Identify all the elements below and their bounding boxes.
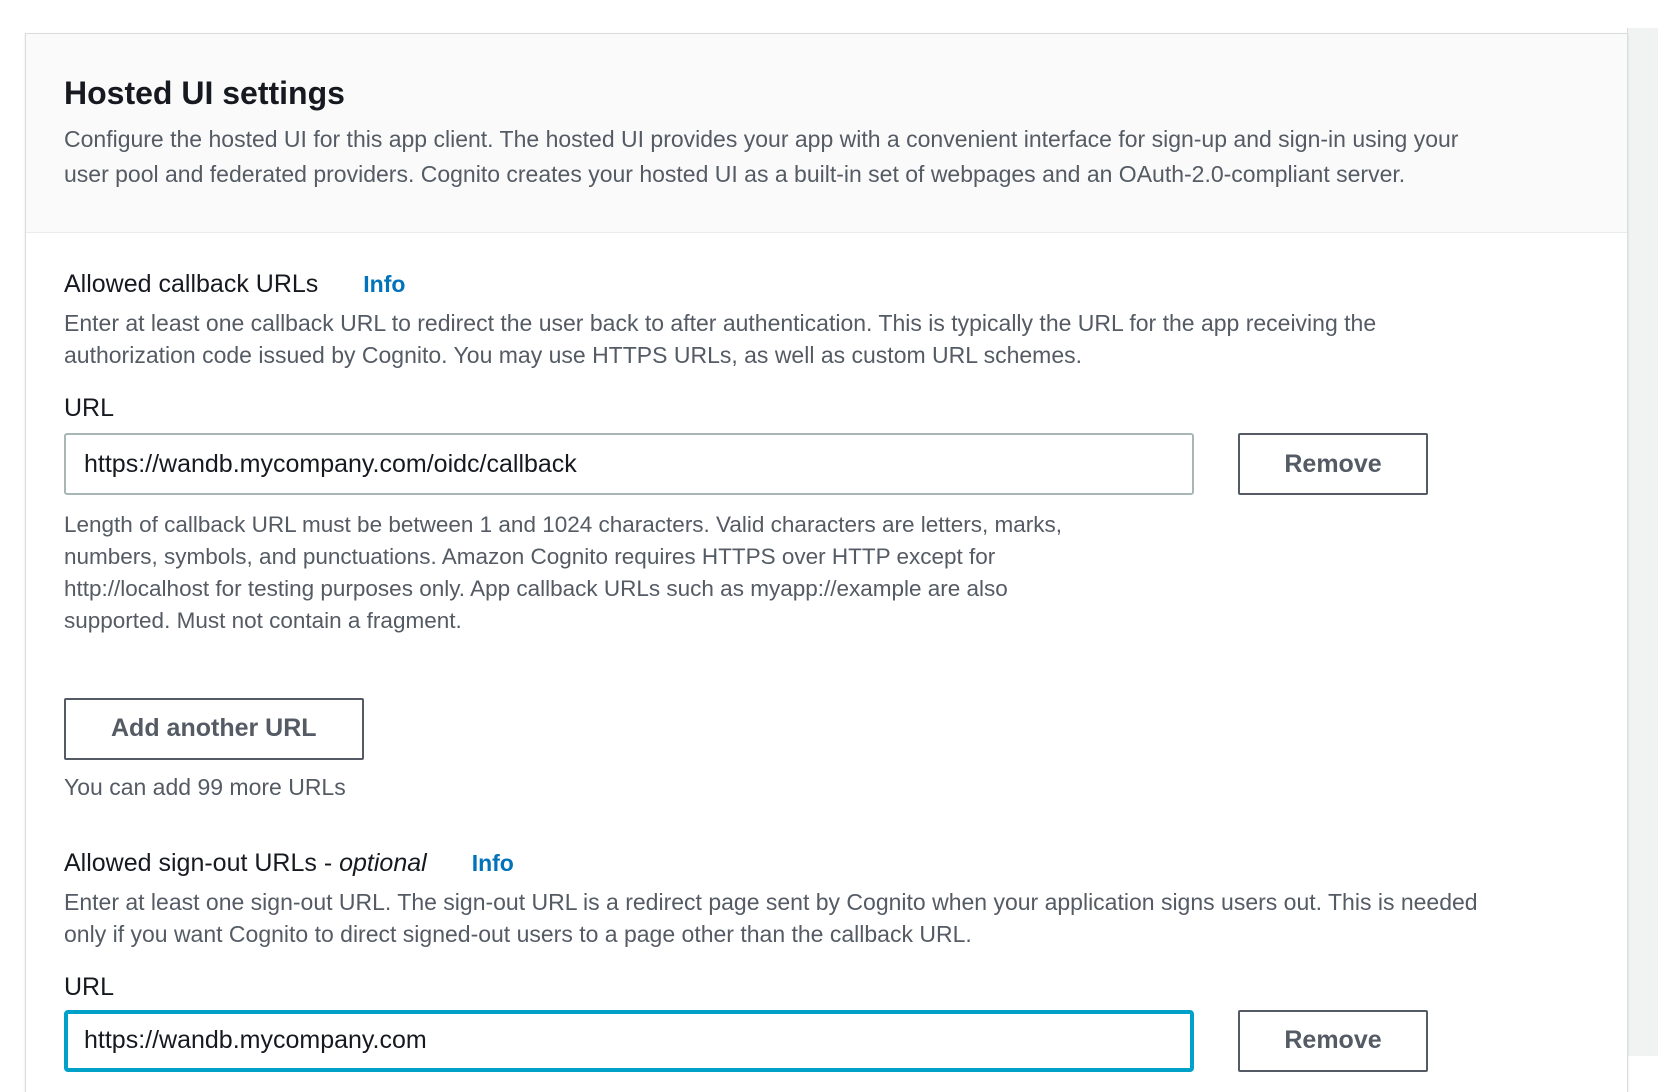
callback-url-row xyxy=(64,433,1589,495)
signout-url-field-label: URL xyxy=(64,972,115,1001)
hosted-ui-settings-panel xyxy=(25,33,1628,1092)
signout-url-row xyxy=(64,1010,1589,1072)
callback-url-field-label: URL xyxy=(64,394,115,422)
signout-label-row xyxy=(64,848,1589,878)
signout-url-input[interactable] xyxy=(64,1010,1194,1072)
optional-label: optional xyxy=(339,848,427,877)
panel-description: Configure the hosted UI for this app client. The hosted UI provides your app with a convenient interface for sign-up and sign-in using your user pool and federated providers. Cognito creates your hosted UI as a built-in set of webpages and an OAuth-2.0-compliant server. xyxy=(64,126,1459,187)
signout-remove-button[interactable]: Remove xyxy=(1238,1010,1428,1072)
signout-urls-label: Allowed sign-out URLs - optional xyxy=(64,848,427,877)
callback-description: Enter at least one callback URL to redirect the user back to after authentication. This is typically the URL for the app receiving the authorization code issued by Cognito. You may use HTTPS URLs, as well as custom URL schemes. xyxy=(64,310,1377,368)
add-another-url-button[interactable]: Add another URL xyxy=(64,698,364,760)
signout-info-link[interactable]: Info xyxy=(471,849,514,876)
callback-url-input[interactable] xyxy=(64,433,1194,495)
remaining-urls-text: You can add 99 more URLs xyxy=(64,773,346,800)
panel-title: Hosted UI settings xyxy=(64,75,345,111)
allowed-callback-urls-section xyxy=(64,269,1589,802)
callback-info-link[interactable]: Info xyxy=(363,271,406,297)
callback-label-row xyxy=(64,269,1589,299)
callback-remove-button[interactable]: Remove xyxy=(1238,433,1428,495)
callback-constraint-text: Length of callback URL must be between 1 and 1024 characters. Valid characters are letters, marks, numbers, symbols, and punctuations. Amazon Cognito requires HTTPS over HTTP except for http://localhost for testing purposes only. App callback URLs such as myapp://example are also supported. Must not contain a fragment. xyxy=(64,512,1063,633)
panel-header xyxy=(26,34,1627,233)
allowed-signout-urls-section xyxy=(64,848,1589,1072)
signout-description: Enter at least one sign-out URL. The sign-out URL is a redirect page sent by Cognito when your application signs users out. This is needed only if you want Cognito to direct signed-out users to a page other than the callback URL. xyxy=(64,888,1478,947)
page-right-gutter xyxy=(1627,28,1658,1056)
panel-body xyxy=(26,233,1627,1092)
callback-urls-label: Allowed callback URLs xyxy=(64,270,319,298)
